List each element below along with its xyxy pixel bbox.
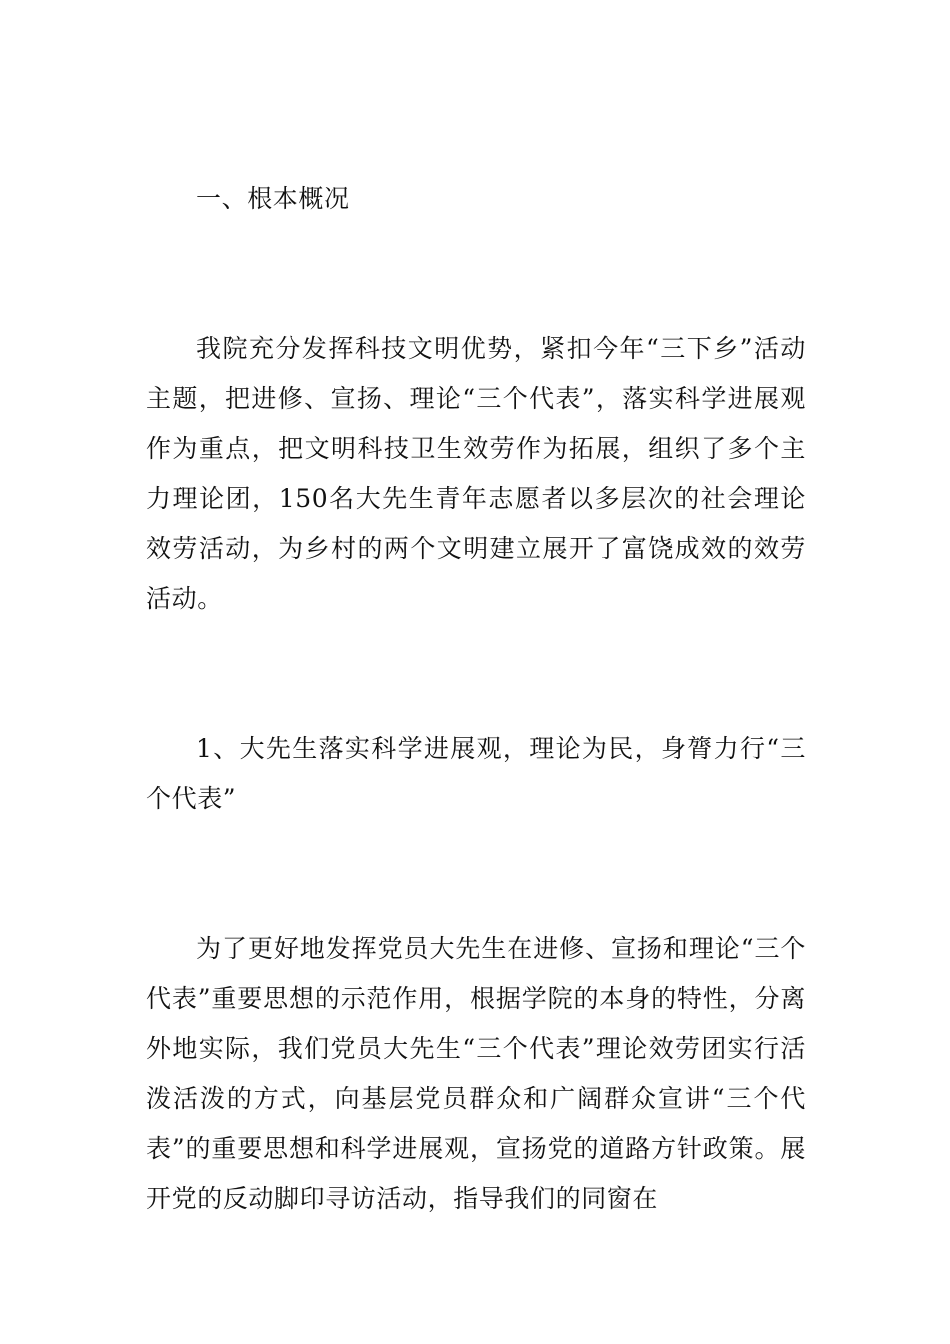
section-heading-basic-overview: 一、根本概况	[196, 184, 350, 213]
body-paragraph-section-1: 为了更好地发挥党员大先生在进修、宣扬和理论“三个代表”重要思想的示范作用，根据学院的本身的特性，分离外地实际，我们党员大先生“三个代表”理论效劳团实行活泼活泼的方式，向基层党员群众和广阔群众宣讲“三个代表”的重要思想和科学进展观，宣扬党的道路方针政策。展开党的反动脚印寻访活动，指导我们的同窗在	[146, 934, 806, 1213]
body-paragraph-overview: 我院充分发挥科技文明优势，紧扣今年“三下乡”活动主题，把进修、宣扬、理论“三个代表”，落实科学进展观作为重点，把文明科技卫生效劳作为拓展，组织了多个主力理论团，150名大先生青年志愿者以多层次的社会理论效劳活动，为乡村的两个文明建立展开了富饶成效的效劳活动。	[146, 334, 806, 613]
section-heading-1: 1、大先生落实科学进展观，理论为民，身膂力行“三个代表”	[146, 734, 806, 813]
